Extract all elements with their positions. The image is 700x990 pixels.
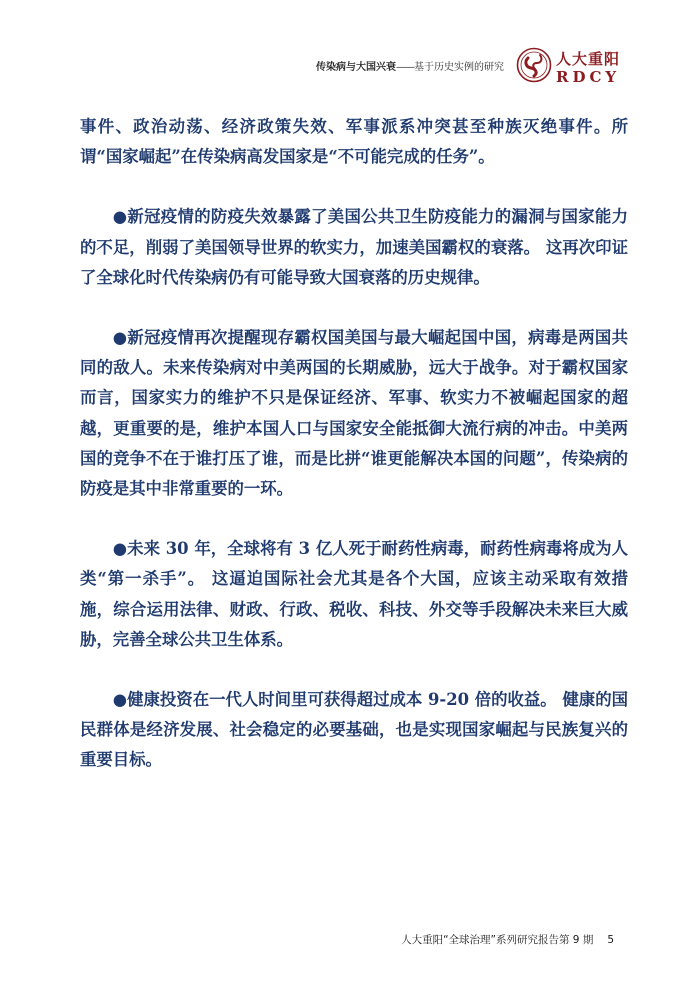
logo-chinese-name: 人大重阳 [556, 50, 621, 68]
paragraph-bullet-4: ●健康投资在一代人时间里可获得超过成本 9-20 倍的收益。 健康的国民群体是经济发展、社会稳定的必要基础，也是实现国家崛起与民族复兴的重要目标。 [80, 690, 628, 770]
paragraph-bullet-1: ●新冠疫情的防疫失效暴露了美国公共卫生防疫能力的漏洞与国家能力的不足，削弱了美国领导世界的软实力，加速美国霸权的衰落。 这再次印证了全球化时代传染病仍有可能导致大国衰落的历史规律。 [80, 207, 628, 287]
page-footer [401, 932, 614, 947]
header-title: 传染病与大国兴衰 [316, 62, 396, 73]
footer-report-title: 人大重阳“全球治理”系列研究报告第 9 期 [401, 934, 594, 946]
running-header [316, 58, 504, 73]
rdcy-logo [516, 44, 626, 88]
header-subtitle: 基于历史实例的研究 [414, 62, 504, 73]
header-separator: —— [396, 62, 414, 73]
rdcy-emblem-icon [516, 47, 552, 83]
page-number: 5 [607, 934, 614, 946]
paragraph-bullet-2: ●新冠疫情再次提醒现存霸权国美国与最大崛起国中国，病毒是两国共同的敌人。未来传染病对中美两国的长期威胁，远大于战争。对于霸权国家而言，国家实力的维护不只是保证经济、军事、软实力不被崛起国家的超越，更重要的是，维护本国人口与国家安全能抵御大流行病的冲击。中美两国的竞争不在于谁打压了谁，而是比拼“谁更能解决本国的问题”，传染病的防疫是其中非常重要的一环。 [80, 328, 628, 499]
main-content [80, 112, 628, 806]
logo-english-name: RDCY [556, 68, 621, 86]
paragraph-bullet-3: ●未来 30 年，全球将有 3 亿人死于耐药性病毒，耐药性病毒将成为人类“第一杀手”。 这逼迫国际社会尤其是各个大国，应该主动采取有效措施，综合运用法律、财政、行政、税收、科技、外交等手段解决未来巨大威胁，完善全球公共卫生体系。 [80, 539, 628, 649]
page-header [0, 44, 700, 94]
paragraph-continuation: 事件、政治动荡、经济政策失效、军事派系冲突甚至种族灭绝事件。所谓“国家崛起”在传染病高发国家是“不可能完成的任务”。 [80, 117, 628, 167]
